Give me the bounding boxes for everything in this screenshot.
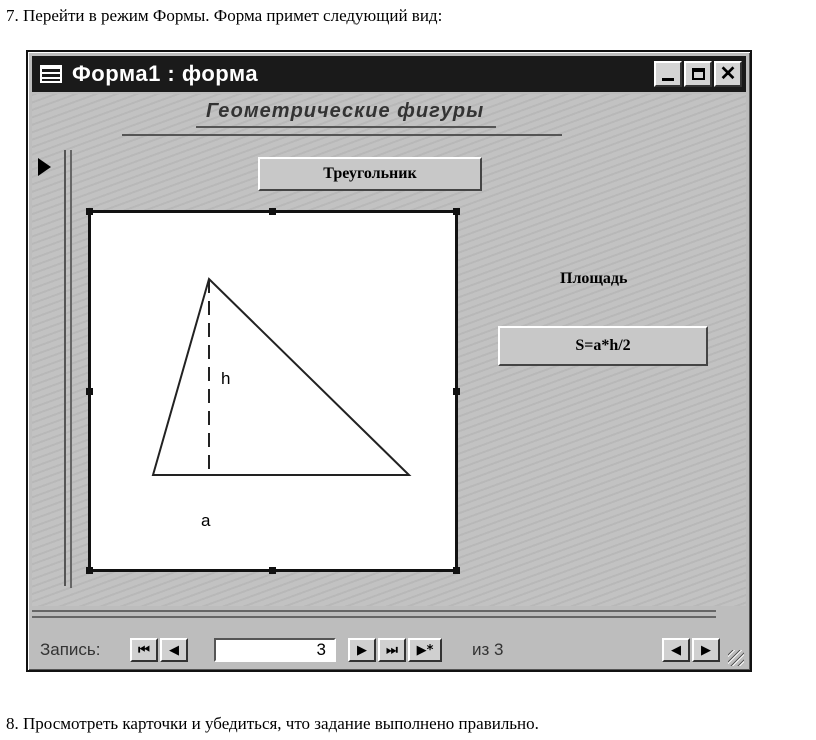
step-8-text: 8. Просмотреть карточки и убедиться, что задание выполнено правильно. bbox=[6, 714, 539, 733]
heading-divider bbox=[122, 134, 562, 136]
resize-handle[interactable] bbox=[86, 388, 93, 395]
window-title: Форма1 : форма bbox=[72, 61, 259, 86]
last-record-icon: ⏭ bbox=[386, 642, 398, 658]
scroll-right-button[interactable] bbox=[692, 638, 720, 662]
access-form-window bbox=[26, 50, 752, 672]
close-icon: ✕ bbox=[719, 63, 737, 85]
new-record-icon: ▶* bbox=[416, 642, 434, 658]
resize-handle[interactable] bbox=[269, 208, 276, 215]
selector-divider bbox=[70, 150, 72, 588]
heading-underline bbox=[196, 126, 496, 128]
nav-divider bbox=[32, 610, 716, 612]
record-number-input[interactable]: 3 bbox=[214, 638, 336, 662]
previous-record-button[interactable] bbox=[160, 638, 188, 662]
form-heading: Геометрические фигуры bbox=[206, 100, 485, 122]
next-record-button[interactable] bbox=[348, 638, 376, 662]
scroll-left-icon: ◀ bbox=[671, 642, 681, 658]
step-7-text: 7. Перейти в режим Формы. Форма примет следующий вид: bbox=[6, 6, 443, 25]
resize-handle[interactable] bbox=[269, 567, 276, 574]
record-selector[interactable] bbox=[32, 150, 66, 586]
scroll-right-icon: ▶ bbox=[701, 642, 711, 658]
maximize-icon bbox=[692, 68, 705, 80]
close-button[interactable] bbox=[714, 61, 742, 87]
record-navigation-bar bbox=[32, 608, 746, 668]
resize-handle[interactable] bbox=[86, 567, 93, 574]
minimize-button[interactable] bbox=[654, 61, 682, 87]
current-record-arrow-icon bbox=[38, 158, 51, 176]
first-record-button[interactable] bbox=[130, 638, 158, 662]
previous-record-icon: ◀ bbox=[169, 642, 179, 658]
resize-handle[interactable] bbox=[453, 567, 460, 574]
form-icon bbox=[40, 65, 62, 83]
shape-name-field[interactable]: Треугольник bbox=[258, 157, 482, 191]
resize-handle[interactable] bbox=[86, 208, 93, 215]
new-record-button[interactable] bbox=[408, 638, 442, 662]
base-label: a bbox=[201, 511, 211, 530]
shape-picture[interactable] bbox=[88, 210, 458, 572]
nav-divider bbox=[32, 616, 716, 618]
scroll-left-button[interactable] bbox=[662, 638, 690, 662]
record-label: Запись: bbox=[40, 640, 101, 659]
height-label: h bbox=[221, 369, 231, 388]
first-record-icon: ⏮ bbox=[138, 642, 150, 658]
maximize-button[interactable] bbox=[684, 61, 712, 87]
resize-handle[interactable] bbox=[453, 208, 460, 215]
area-formula-field[interactable]: S=a*h/2 bbox=[498, 326, 708, 366]
window-controls bbox=[654, 61, 742, 87]
last-record-button[interactable] bbox=[378, 638, 406, 662]
next-record-icon: ▶ bbox=[357, 642, 367, 658]
resize-grip-icon[interactable] bbox=[728, 650, 744, 666]
minimize-icon bbox=[662, 78, 674, 81]
triangle-drawing bbox=[91, 213, 455, 569]
record-count-label: из 3 bbox=[472, 640, 504, 659]
triangle-outline bbox=[153, 279, 409, 475]
area-label: Площадь bbox=[560, 270, 628, 287]
form-body bbox=[32, 94, 746, 606]
resize-handle[interactable] bbox=[453, 388, 460, 395]
title-bar[interactable] bbox=[32, 56, 746, 92]
